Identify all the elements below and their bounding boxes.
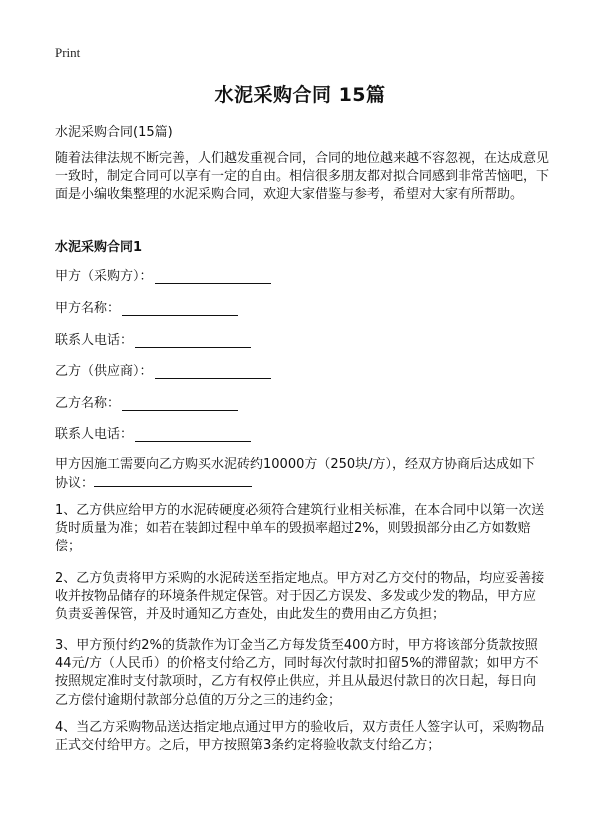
field-supplier-name <box>55 393 238 411</box>
field-supplier <box>55 361 271 379</box>
field-buyer-phone <box>55 330 251 348</box>
intro-paragraph: 随着法律法规不断完善，人们越发重视合同，合同的地位越来越不容忽视，在达成意见一致时，制定合同可以享有一定的自由。相信很多朋友都对拟合同感到非常苦恼吧，下面是小编收集整理的水泥采购合同，欢迎大家借鉴与参考，希望对大家有所帮助。 <box>55 151 550 202</box>
field-label: 乙方名称： <box>55 396 121 411</box>
agreement-text: 甲方因施工需要向乙方购买水泥砖约10000方（250块/方），经双方协商后达成如下协议： <box>55 457 536 492</box>
clause-2: 2、乙方负责将甲方采购的水泥砖送至指定地点。甲方对乙方交付的物品，均应妥善接收并按物品储存的环境条件规定保管。对于因乙方误发、多发或少发的物品，甲方应负责妥善保管，并及时通知乙方查处，由此发生的费用由乙方负担； <box>55 571 545 623</box>
clause-4: 4、当乙方采购物品送达指定地点通过甲方的验收后，双方责任人签字认可，采购物品正式交付给甲方。之后，甲方按照第3条约定将验收款支付给乙方； <box>55 720 545 754</box>
agreement-paragraph <box>55 456 548 493</box>
fill-in-blank <box>94 474 252 487</box>
field-label: 甲方（采购方）： <box>55 269 153 284</box>
fill-in-blank <box>155 269 271 284</box>
fill-in-blank <box>122 396 238 411</box>
clause-1: 1、乙方供应给甲方的水泥砖硬度必须符合建筑行业相关标准，在本合同中以第一次送货时质量为准；如若在装卸过程中单车的毁损率超过2%，则毁损部分由乙方如数赔偿； <box>55 503 545 555</box>
field-buyer-name <box>55 298 238 316</box>
field-label: 甲方名称： <box>55 301 121 316</box>
field-label: 联系人电话： <box>55 333 134 348</box>
field-supplier-phone <box>55 424 251 442</box>
fill-in-blank <box>135 333 251 348</box>
field-label: 联系人电话： <box>55 427 134 442</box>
section-heading: 水泥采购合同1 <box>55 240 143 255</box>
document-subtitle: 水泥采购合同(15篇) <box>55 125 173 140</box>
field-label: 乙方（供应商）： <box>55 364 153 379</box>
fill-in-blank <box>135 427 251 442</box>
document-title: 水泥采购合同 15篇 <box>214 84 386 106</box>
print-link[interactable]: Print <box>55 45 81 60</box>
fill-in-blank <box>122 301 238 316</box>
clause-3: 3、甲方预付约2%的货款作为订金当乙方每发货至400方时，甲方将该部分货款按照44元/方（人民币）的价格支付给乙方，同时每次付款时扣留5%的滞留款；如甲方不按照规定准时支付款项时，乙方有权停止供应，并且从最迟付款日的次日起，每日向乙方偿付逾期付款部分总值的万分之三的违约金； <box>55 638 539 708</box>
fill-in-blank <box>155 364 271 379</box>
field-buyer <box>55 266 271 284</box>
